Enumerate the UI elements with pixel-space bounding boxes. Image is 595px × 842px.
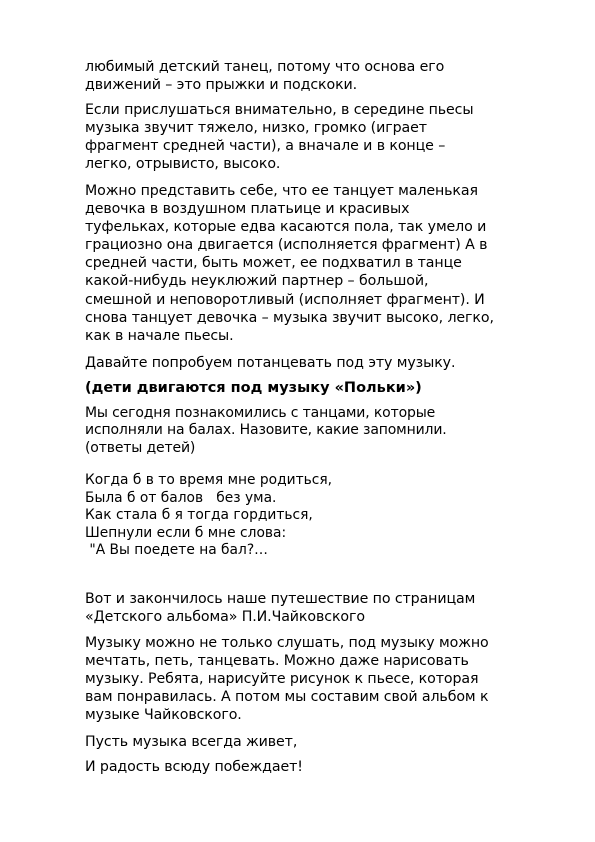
text-line: Можно представить себе, что ее танцует маленькая — [85, 183, 478, 199]
text-line: музыку. Ребята, нарисуйте рисунок к пьесе, которая — [85, 671, 479, 688]
paragraph-music-lives — [85, 733, 535, 751]
text-line: как в начале пьесы. — [85, 327, 234, 344]
text-line: музыке Чайковского. — [85, 707, 242, 724]
text-line: грациозно она двигается (исполняется фрагмент) А в — [85, 237, 488, 254]
text-line: мечтать, петь, танцевать. Можно даже нарисовать — [85, 653, 469, 670]
paragraph-dance-basis — [85, 58, 535, 94]
poem-line: Как стала б я тогда гордиться, — [85, 507, 313, 524]
paragraph-ball-dances-question — [85, 405, 535, 457]
paragraph-girl-dance — [85, 182, 535, 345]
text-line: девочка в воздушном платьице и красивых — [85, 201, 410, 218]
text-line: Мы сегодня познакомились с танцами, которые — [85, 405, 436, 421]
text-line: средней части, быть может, ее подхватил в танце — [85, 255, 462, 272]
paragraph-polka-instruction — [85, 379, 535, 397]
paragraph-journey-end — [85, 590, 535, 626]
paragraph-draw-music — [85, 634, 535, 724]
text-line: вам понравилась. А потом мы составим свой альбом к — [85, 689, 489, 706]
text-line: смешной и неповоротливый (исполняет фрагмент). И — [85, 291, 485, 308]
text-line: снова танцует девочка – музыка звучит высоко, легко, — [85, 309, 494, 326]
text-line: Пусть музыка всегда живет, — [85, 734, 298, 750]
poem-line: Когда б в то время мне родиться, — [85, 472, 333, 488]
poem-ball — [85, 472, 535, 560]
poem-line: "А Вы поедете на бал?… — [85, 542, 268, 559]
text-line: любимый детский танец, потому что основа его — [85, 59, 445, 75]
text-line: Если прислушаться внимательно, в середине пьесы — [85, 102, 474, 118]
text-line: «Детского альбома» П.И.Чайковского — [85, 609, 365, 626]
text-line: исполняли на балах. Назовите, какие запомнили. — [85, 422, 447, 439]
text-line: Музыку можно не только слушать, под музыку можно — [85, 635, 489, 651]
paragraph-joy-wins — [85, 758, 535, 776]
text-line: И радость всюду побеждает! — [85, 759, 303, 775]
text-line: какой-нибудь неуклюжий партнер – большой, — [85, 273, 429, 290]
paragraph-lets-dance — [85, 354, 535, 372]
text-line: туфельках, которые едва касаются пола, так умело и — [85, 219, 487, 236]
text-line: Вот и закончилось наше путешествие по страницам — [85, 591, 476, 607]
paragraph-listening — [85, 101, 535, 173]
text-line: (дети двигаются под музыку «Польки») — [85, 380, 422, 396]
text-line: легко, отрывисто, высоко. — [85, 156, 281, 173]
text-line: (ответы детей) — [85, 439, 196, 456]
text-line: движений – это прыжки и подскоки. — [85, 77, 358, 94]
text-line: фрагмент средней части), а вначале и в конце – — [85, 138, 446, 155]
text-line: Давайте попробуем потанцевать под эту музыку. — [85, 355, 456, 371]
poem-line: Была б от балов без ума. — [85, 489, 277, 506]
poem-line: Шепнули если б мне слова: — [85, 524, 287, 541]
text-line: музыка звучит тяжело, низко, громко (играет — [85, 120, 427, 137]
